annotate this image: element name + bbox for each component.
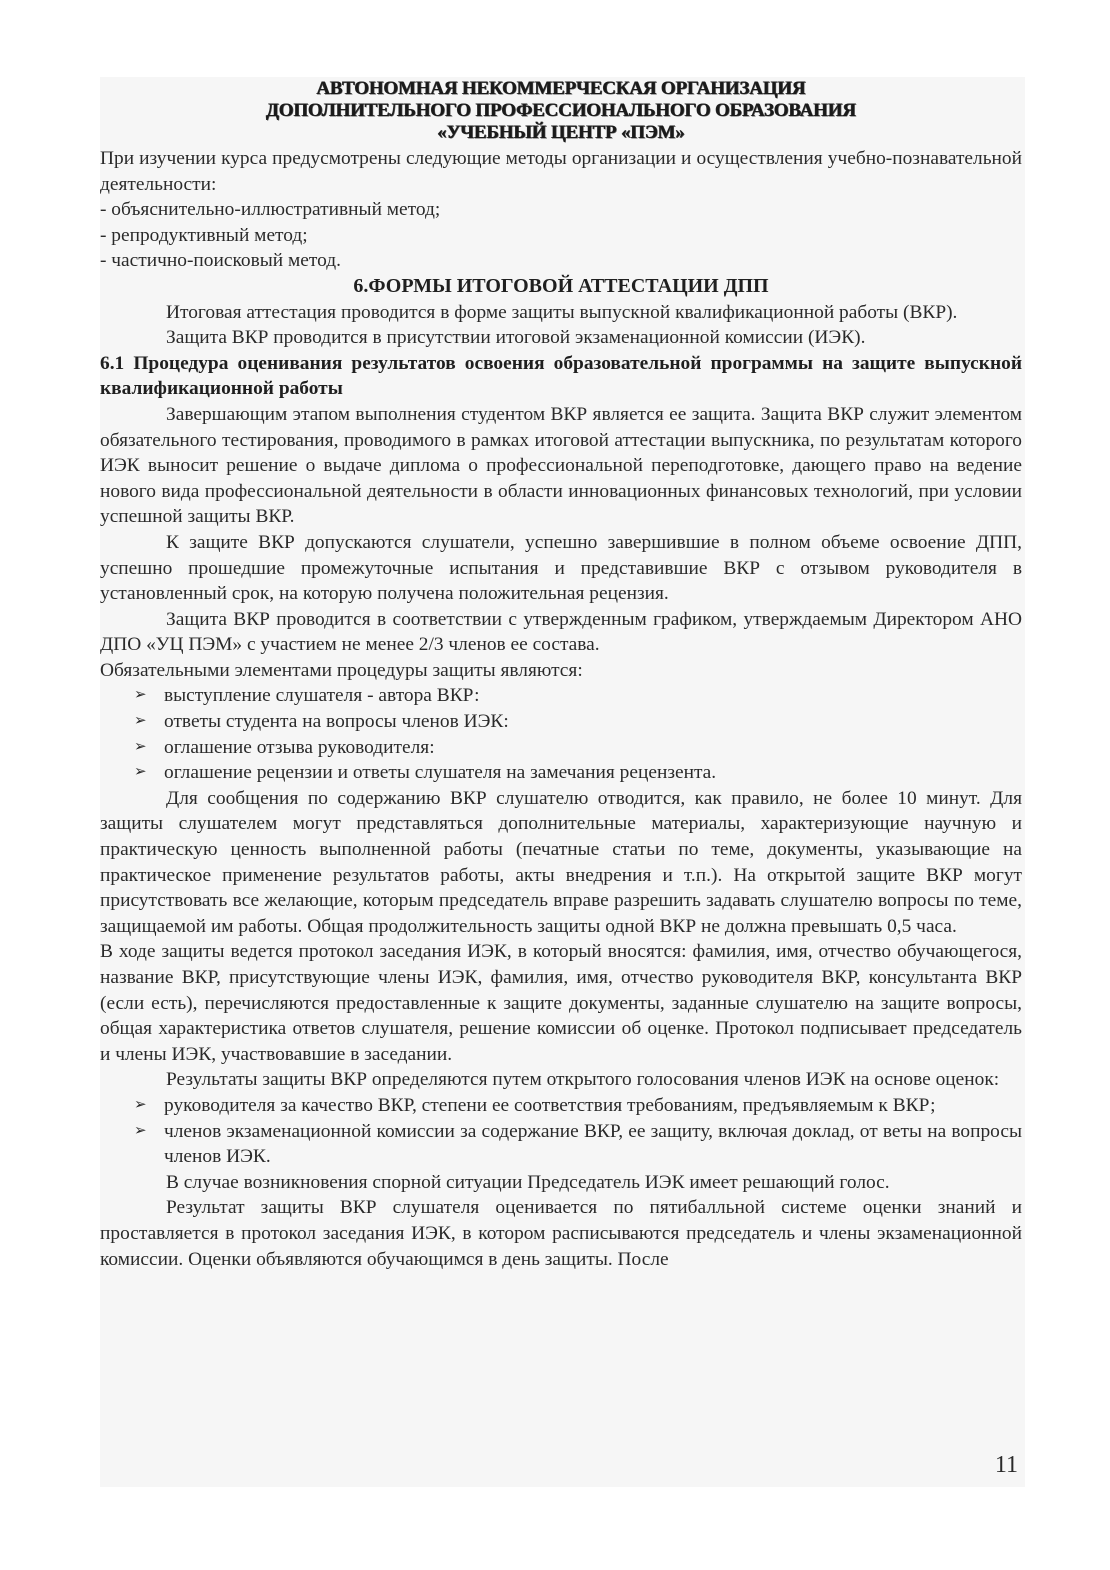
arrow-bullet-icon: ➢ bbox=[134, 738, 147, 755]
section-6-1-paragraph-2: К защите ВКР допускаются слушатели, успешно завершившие в полном объеме освоение ДПП, успешно прошедшие промежуточные испытания и представившие ВКР с отзывом руководителя в установленный срок, на которую получена положительная рецензия. bbox=[100, 531, 1022, 605]
assessment-list bbox=[100, 1093, 1022, 1170]
section-6-title: 6.ФОРМЫ ИТОГОВОЙ АТТЕСТАЦИИ ДПП bbox=[353, 274, 769, 297]
method-item: - частично-поисковый метод. bbox=[100, 250, 341, 272]
list-item-text: оглашение отзыва руководителя: bbox=[164, 736, 435, 758]
section-6-1-paragraph-8: В случае возникновения спорной ситуации Председатель ИЭК имеет решающий голос. bbox=[166, 1171, 890, 1193]
list-item-text: ответы студента на вопросы членов ИЭК: bbox=[164, 711, 509, 733]
list-item-text: выступление слушателя - автора ВКР: bbox=[164, 685, 480, 707]
list-item bbox=[134, 735, 1022, 761]
arrow-bullet-icon: ➢ bbox=[134, 1122, 147, 1139]
section-6-paragraph-2: Защита ВКР проводится в присутствии итоговой экзаменационной комиссии (ИЭК). bbox=[166, 327, 866, 349]
arrow-bullet-icon: ➢ bbox=[134, 713, 147, 730]
list-item-text: членов экзаменационной комиссии за содержание ВКР, ее защиту, включая доклад, от веты на вопросы членов ИЭК. bbox=[164, 1120, 1022, 1168]
section-6-1-title: 6.1 Процедура оценивания результатов освоения образовательной программы на защите выпускной квалификационной работы bbox=[100, 352, 1022, 400]
org-header-line-2: ДОПОЛНИТЕЛЬНОГО ПРОФЕССИОНАЛЬНОГО ОБРАЗОВАНИЯ bbox=[266, 100, 856, 121]
method-item: - репродуктивный метод; bbox=[100, 224, 308, 246]
section-6-1-paragraph-5: Для сообщения по содержанию ВКР слушателю отводится, как правило, не более 10 минут. Для защиты слушателем могут представляться дополнительные материалы, характеризующие научную и практическую ценность выполненной работы (печатные статьи по теме, документы, указывающие на практическое применение результатов работы, акты внедрения и т.п.). На открытой защите ВКР могут присутствовать все желающие, которым председатель вправе разрешить задавать слушателю вопросы по теме, защищаемой им работы. Общая продолжительность защиты одной ВКР не должна превышать 0,5 часа. bbox=[100, 787, 1022, 937]
org-header-line-1: АВТОНОМНАЯ НЕКОММЕРЧЕСКАЯ ОРГАНИЗАЦИЯ bbox=[316, 78, 806, 99]
arrow-bullet-icon: ➢ bbox=[134, 1096, 147, 1113]
list-item bbox=[134, 709, 1022, 735]
section-6-1-paragraph-1: Завершающим этапом выполнения студентом ВКР является ее защита. Защита ВКР служит элементом обязательного тестирования, проводимого в рамках итоговой аттестации выпускника, по результатам которого ИЭК выносит решение о выдаче диплома о профессиональной переподготовке, дающего право на ведение нового вида профессиональной деятельности в области инновационных финансовых технологий, при условии успешной защиты ВКР. bbox=[100, 403, 1022, 528]
arrow-bullet-icon: ➢ bbox=[134, 687, 147, 704]
method-item: - объяснительно-иллюстративный метод; bbox=[100, 199, 441, 221]
list-item-text: оглашение рецензии и ответы слушателя на замечания рецензента. bbox=[164, 762, 717, 784]
document-page bbox=[100, 77, 1022, 1272]
list-item-text: руководителя за качество ВКР, степени ее соответствия требованиям, предъявляемым к ВКР; bbox=[164, 1094, 936, 1116]
defense-elements-list bbox=[100, 683, 1022, 785]
list-item bbox=[134, 1093, 1022, 1119]
section-6-1-paragraph-6: В ходе защиты ведется протокол заседания ИЭК, в который вносятся: фамилия, имя, отчество обучающегося, название ВКР, присутствующие члены ИЭК, фамилия, имя, отчество руководителя ВКР, консультанта ВКР (если есть), перечисляются предоставленные к защите документы, заданные слушателю на защите вопросы, общая характеристика ответов слушателя, решение комиссии об оценке. Протокол подписывает председатель и члены ИЭК, участвовавшие в заседании. bbox=[100, 941, 1022, 1065]
section-6-1-paragraph-3: Защита ВКР проводится в соответствии с утвержденным графиком, утверждаемым Директором АНО ДПО «УЦ ПЭМ» с участием не менее 2/3 членов ее состава. bbox=[100, 608, 1022, 656]
list-item bbox=[134, 683, 1022, 709]
organization-header bbox=[100, 78, 1022, 144]
intro-paragraph: При изучении курса предусмотрены следующие методы организации и осуществления учебно-познавательной деятельности: bbox=[100, 148, 1022, 195]
section-6-1-paragraph-9: Результат защиты ВКР слушателя оценивается по пятибалльной системе оценки знаний и проставляется в протокол заседания ИЭК, в котором расписываются председатель и члены экзаменационной комиссии. Оценки объявляются обучающимся в день защиты. После bbox=[100, 1197, 1022, 1270]
list-item bbox=[134, 760, 1022, 786]
org-header-line-3: «УЧЕБНЫЙ ЦЕНТР «ПЭМ» bbox=[437, 122, 685, 143]
section-6-1-paragraph-7: Результаты защиты ВКР определяются путем открытого голосования членов ИЭК на основе оценок: bbox=[166, 1069, 1000, 1091]
arrow-bullet-icon: ➢ bbox=[134, 764, 147, 781]
list-item bbox=[134, 1119, 1022, 1170]
section-6-1-paragraph-4: Обязательными элементами процедуры защиты являются: bbox=[100, 659, 583, 681]
page-number: 11 bbox=[994, 1452, 1018, 1478]
section-6-paragraph-1: Итоговая аттестация проводится в форме защиты выпускной квалификационной работы (ВКР). bbox=[166, 301, 958, 323]
